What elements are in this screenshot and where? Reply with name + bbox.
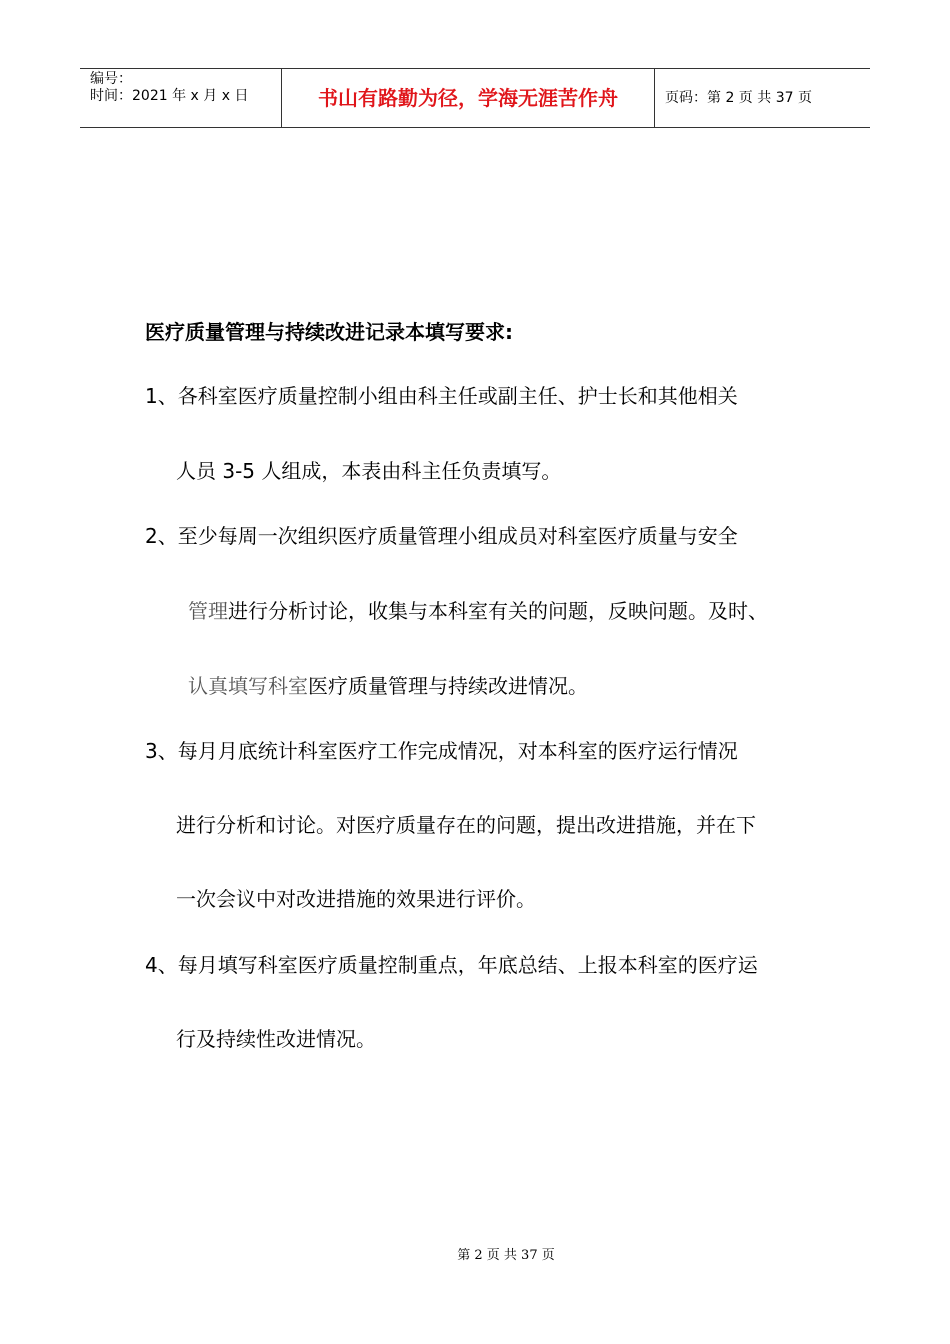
page-footer: 第 2 页 共 37 页 [457,1248,555,1263]
header-page-info: 页码：第 2 页 共 37 页 [665,90,812,106]
item-2-line-3-text: 医疗质量管理与持续改进情况。 [308,674,588,698]
document-number-label: 编号： [90,71,132,87]
item-1-line-2: 人员 3-5 人组成，本表由科主任负责填写。 [176,459,562,483]
item-2-line-3-highlight: 认真填写科室 [188,674,308,698]
document-time-label: 时间：2021 年 x 月 x 日 [90,88,249,104]
header-page-cell [655,69,870,127]
item-1-line-1: 1、各科室医疗质量控制小组由科主任或副主任、护士长和其他相关 [145,384,738,408]
document-title: 医疗质量管理与持续改进记录本填写要求: [145,320,513,344]
item-2-line-3 [188,672,588,700]
header-motto: 书山有路勤为径，学海无涯苦作舟 [318,86,618,110]
item-2-line-1: 2、至少每周一次组织医疗质量管理小组成员对科室医疗质量与安全 [145,524,738,548]
header-motto-cell [281,69,655,127]
item-2-line-2 [188,597,768,625]
item-4-line-1: 4、每月填写科室医疗质量控制重点，年底总结、上报本科室的医疗运 [145,953,758,977]
item-3-line-2: 进行分析和讨论。对医疗质量存在的问题，提出改进措施，并在下 [176,813,756,837]
item-2-line-2-highlight: 管理 [188,599,228,623]
item-3-line-3: 一次会议中对改进措施的效果进行评价。 [176,887,536,911]
item-2-line-2-text: 进行分析讨论，收集与本科室有关的问题，反映问题。及时、 [228,599,768,623]
header-meta-cell [80,69,281,127]
item-4-line-2: 行及持续性改进情况。 [176,1027,376,1051]
document-header [80,68,870,128]
item-3-line-1: 3、每月月底统计科室医疗工作完成情况，对本科室的医疗运行情况 [145,739,738,763]
